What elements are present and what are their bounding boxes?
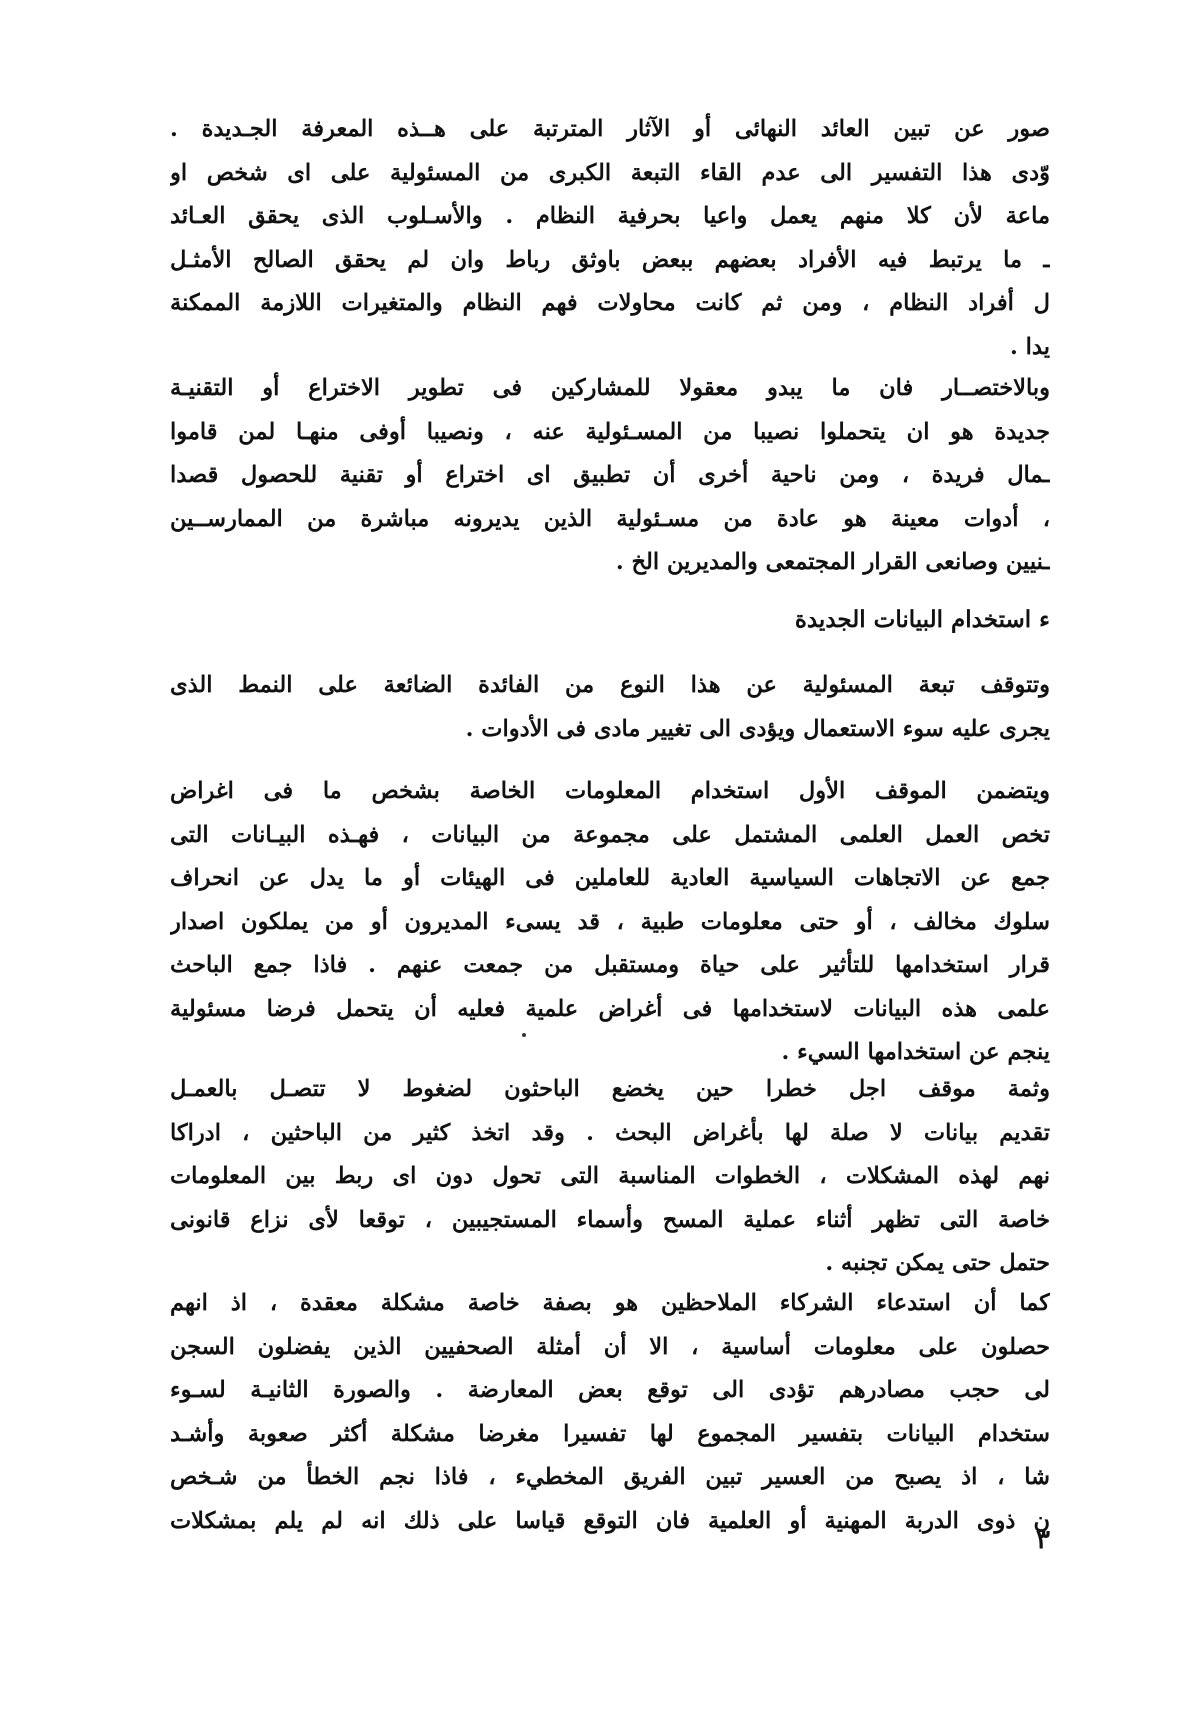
paragraph-line: جديدة هو ان يتحملوا نصيبا من المسـئولية عنه ، ونصيبا أوفى منهـا لمن قاموا — [170, 418, 1050, 445]
paragraph-line: صور عن تبين العائد النهائى أو الآثار المترتبة على هــذه المعرفة الجـديدة . — [170, 116, 1050, 142]
paragraph-line: وّدى هذا التفسير الى عدم القاء التبعة الكبرى من المسئولية على اى شخص او — [170, 159, 1050, 186]
paragraph-line: تخص العمل العلمى المشتمل على مجموعة من البيانات ، فهـذه البيـانات التى — [170, 821, 1050, 848]
paragraph-line: وتتوقف تبعة المسئولية عن هذا النوع من الفائدة الضائعة على النمط الذى — [170, 672, 1050, 698]
paragraph-line: علمى هذه البيانات لاستخدامها فى أغراض علمية فعليه أن يتحمل فرضا مسئولية — [170, 995, 1050, 1022]
paragraph-line: جمع عن الاتجاهات السياسية العادية للعاملين فى الهيئات أو ما يدل عن انحراف — [170, 865, 1050, 891]
paragraph-line: تقديم بيانات لا صلة لها بأغراض البحث . وقد اتخذ كثير من الباحثين ، ادراكا — [170, 1119, 1050, 1146]
paragraph-line: شا ، اذ يصبح من العسير تبين الفريق المخطيء ، فاذا نجم الخطأ من شـخص — [170, 1464, 1050, 1490]
paragraph-2 — [170, 367, 1050, 585]
paragraph-line: ل أفراد النظام ، ومن ثم كانت محاولات فهم النظام والمتغيرات اللازمة الممكنة — [170, 290, 1050, 316]
paragraph-line: خاصة التى تظهر أثناء عملية المسح وأسماء المستجيبين ، توقعا لأى نزاع قانونى — [170, 1206, 1050, 1233]
paragraph-line: ، أدوات معينة هو عادة من مسـئولية الذين يديرونه مباشرة من الممارســين — [170, 505, 1050, 532]
paragraph-3 — [170, 664, 1050, 751]
paragraph-line: نهم لهذه المشكلات ، الخطوات المناسبة التى تحول دون اى ربط بين المعلومات — [170, 1163, 1050, 1189]
paragraph-line: ماعة لأن كلا منهم يعمل واعيا بحرفية النظام . والأسـلوب الذى يحقق العـائد — [170, 203, 1050, 229]
paragraph-line: ن ذوى الدربة المهنية أو العلمية فان التوقع قياسا على ذلك انه لم يلم بمشكلات — [170, 1507, 1050, 1534]
page-number: ٣ — [1036, 1525, 1050, 1555]
paragraph-line: يدا . — [1010, 333, 1050, 360]
paragraph-line: يجرى عليه سوء الاستعمال ويؤدى الى تغيير مادى فى الأدوات . — [465, 715, 1050, 742]
paragraph-line: ـنيين وصانعى القرار المجتمعى والمديرين الخ . — [615, 549, 1050, 575]
paragraph-line: ـ ما يرتبط فيه الأفراد بعضهم ببعض باوثق رباط وان لم يحقق الصالح الأمثـل — [170, 246, 1050, 273]
paragraph-line: ويتضمن الموقف الأول استخدام المعلومات الخاصة بشخص ما فى اغراض — [170, 778, 1050, 804]
paragraph-line: ـمال فريدة ، ومن ناحية أخرى أن تطبيق اى اختراع أو تقنية للحصول قصدا — [170, 462, 1050, 488]
paragraph-6 — [170, 1282, 1050, 1543]
paragraph-line: ينجم عن استخدامها السيء . — [781, 1039, 1050, 1065]
paragraph-5 — [170, 1068, 1050, 1286]
paragraph-line: وثمة موقف اجل خطرا حين يخضع الباحثون لضغوط لا تتصـل بالعمـل — [170, 1076, 1050, 1102]
paragraph-line: قرار استخدامها للتأثير على حياة ومستقبل من جمعت عنهم . فاذا جمع الباحث — [170, 952, 1050, 978]
paragraph-1 — [170, 108, 1050, 369]
paragraph-line: ستخدام البيانات بتفسير المجموع لها تفسيرا مغرضا مشكلة أكثر صعوبة وأشـد — [170, 1420, 1050, 1447]
paragraph-line: حتمل حتى يمكن تجنبه . — [825, 1250, 1050, 1276]
paragraph-line: وبالاختصــار فان ما يبدو معقولا للمشاركين فى تطوير الاختراع أو التقنيـة — [170, 375, 1050, 401]
paragraph-line: سلوك مخالف ، أو حتى معلومات طبية ، قد يسىء المديرون أو من يملكون اصدار — [170, 908, 1050, 935]
scan-speck — [522, 1033, 526, 1037]
paragraph-4 — [170, 770, 1050, 1075]
paragraph-line: لى حجب مصادرهم تؤدى الى توقع بعض المعارضة . والصورة الثانيـة لسـوء — [170, 1377, 1050, 1403]
section-heading: ء استخدام البيانات الجديدة — [794, 606, 1050, 633]
paragraph-line: حصلون على معلومات أساسية ، الا أن أمثلة الصحفيين الذين يفضلون السجن — [170, 1333, 1050, 1360]
paragraph-line: كما أن استدعاء الشركاء الملاحظين هو بصفة خاصة مشكلة معقدة ، اذ انهم — [170, 1290, 1050, 1316]
